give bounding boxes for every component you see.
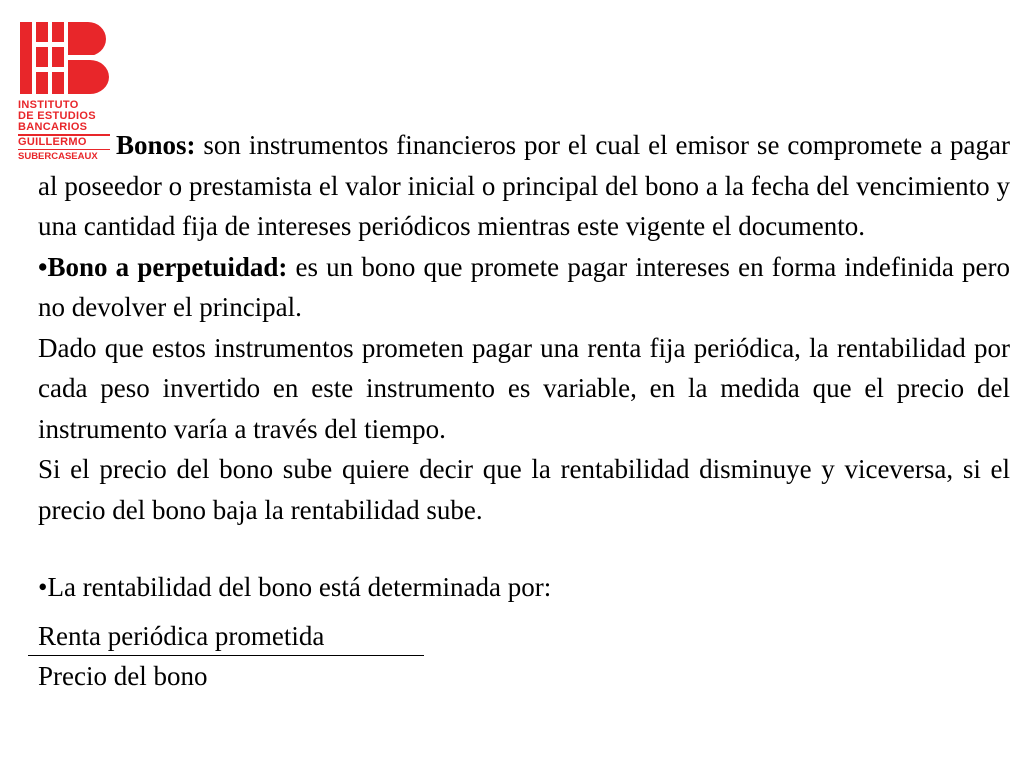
paragraph-determinada: •La rentabilidad del bono está determinada por: [38,572,552,602]
logo-mark-icon [18,20,118,96]
term-bonos: Bonos: [116,130,196,160]
definition-bonos: son instrumentos financieros por el cual el emisor se compromete a pagar al poseedor o prestamista el valor inicial o principal del bono a la fecha del vencimiento y una cantidad fija de intereses periódicos mientras este vigente el documento. [38,130,1010,241]
logo-text-subercaseaux: SUBERCASEAUX [18,151,98,162]
formula-fraction [38,616,1010,697]
paragraph-bono-perpetuidad [38,247,1010,328]
slide-body [38,125,1010,696]
formula-numerator: Renta periódica prometida [28,618,424,656]
logo-text-guillermo: GUILLERMO [18,135,87,148]
paragraph-rentabilidad: Dado que estos instrumentos prometen pagar una renta fija periódica, la rentabilidad por cada peso invertido en este instrumento es variable, en la medida que el precio del instrumento varía a través del tiempo. [38,332,1010,444]
logo-text-bancarios: BANCARIOS [18,121,88,133]
spacer [38,530,1010,567]
definition-bono-perpetuidad: es un bono que promete pagar intereses en forma indefinida pero no devolver el principal. [38,251,1010,322]
formula-denominator: Precio del bono [38,661,208,691]
term-bono-perpetuidad: •Bono a perpetuidad: [38,251,288,282]
logo-text-estudios: DE ESTUDIOS [18,110,96,122]
paragraph-bonos [38,125,1010,247]
logo-text-instituto: INSTITUTO [18,99,79,111]
paragraph-precio: Si el precio del bono sube quiere decir que la rentabilidad disminuye y viceversa, si el precio del bono baja la rentabilidad sube. [38,454,1010,525]
